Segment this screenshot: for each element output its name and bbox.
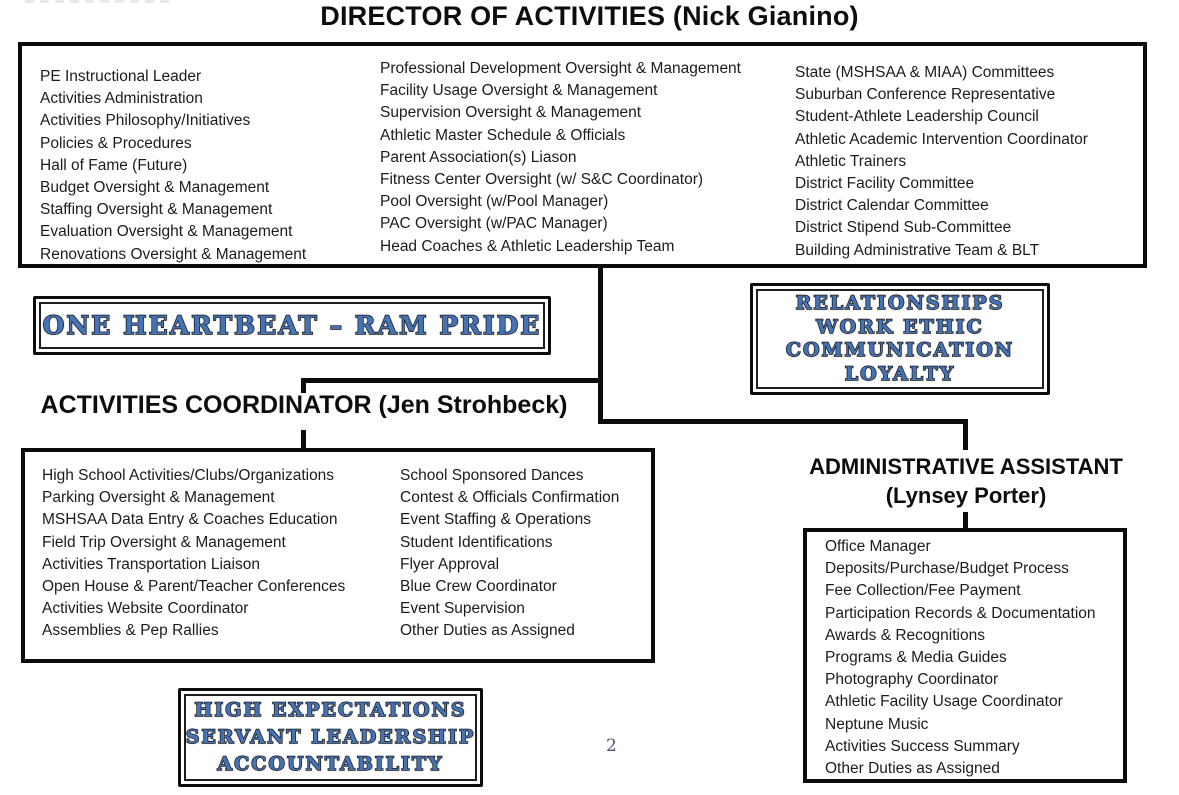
- pillars-banner: [178, 688, 483, 787]
- duty-line: Open House & Parent/Teacher Conferences: [42, 578, 346, 596]
- duty-line: Fee Collection/Fee Payment: [825, 582, 1021, 600]
- duty-line: Participation Records & Documentation: [825, 604, 1096, 622]
- duty-line: PE Instructional Leader: [40, 68, 202, 85]
- duty-line: MSHSAA Data Entry & Coaches Education: [42, 511, 338, 529]
- duty-line: Activities Transportation Liaison: [42, 555, 260, 573]
- duty-line: Flyer Approval: [400, 555, 500, 573]
- duty-line: Other Duties as Assigned: [825, 760, 1000, 778]
- pillars-banner-line: SERVANT LEADERSHIP: [185, 726, 476, 748]
- pillars-banner-line: HIGH EXPECTATIONS: [194, 699, 467, 721]
- duty-line: Office Manager: [825, 538, 931, 555]
- duty-line: Head Coaches & Athletic Leadership Team: [380, 237, 675, 255]
- duty-line: District Facility Committee: [795, 175, 975, 193]
- connector-assistant-stub-bottom: [963, 512, 968, 528]
- duty-line: Renovations Oversight & Management: [40, 245, 307, 263]
- duty-line: Staffing Oversight & Management: [40, 201, 273, 219]
- duty-line: Photography Coordinator: [825, 671, 999, 689]
- page-title: DIRECTOR OF ACTIVITIES (Nick Gianino): [320, 1, 859, 31]
- values-banner: [750, 283, 1050, 395]
- duty-line: Athletic Master Schedule & Officials: [380, 126, 626, 144]
- values-banner-inner: [756, 289, 1044, 389]
- coordinator-title: ACTIVITIES COORDINATOR (Jen Strohbeck): [40, 391, 568, 419]
- duty-line: Other Duties as Assigned: [400, 622, 575, 640]
- values-banner-line: LOYALTY: [844, 362, 956, 385]
- duty-line: Fitness Center Oversight (w/ S&C Coordinator): [380, 171, 704, 189]
- duty-line: Hall of Fame (Future): [40, 156, 188, 174]
- duty-line: Supervision Oversight & Management: [380, 104, 642, 122]
- duty-line: Field Trip Oversight & Management: [42, 533, 286, 551]
- duty-line: Activities Philosophy/Initiatives: [40, 112, 251, 130]
- duty-line: Pool Oversight (w/Pool Manager): [380, 193, 609, 211]
- assistant-title: [792, 452, 1140, 510]
- duty-line: Parking Oversight & Management: [42, 489, 275, 507]
- duty-line: Athletic Facility Usage Coordinator: [825, 693, 1063, 711]
- values-banner-line: WORK ETHIC: [816, 315, 984, 338]
- duty-line: Student-Athlete Leadership Council: [795, 108, 1039, 126]
- connector-coordinator-stub-bottom: [301, 430, 306, 448]
- connector-left-horizontal: [301, 378, 602, 383]
- duty-line: Athletic Academic Intervention Coordinator: [795, 130, 1088, 148]
- connector-trunk-vertical: [598, 266, 603, 424]
- duty-line: District Calendar Committee: [795, 197, 989, 215]
- assistant-title-line1: ADMINISTRATIVE ASSISTANT: [809, 454, 1123, 479]
- duty-line: Building Administrative Team & BLT: [795, 241, 1040, 259]
- duty-line: Blue Crew Coordinator: [400, 578, 557, 596]
- coordinator-duties-column-2: [400, 465, 619, 643]
- duty-line: Activities Website Coordinator: [42, 600, 249, 618]
- duty-line: Suburban Conference Representative: [795, 86, 1056, 104]
- motto-text: ONE HEARTBEAT – RAM PRIDE: [42, 311, 542, 340]
- duty-line: PAC Oversight (w/PAC Manager): [380, 215, 608, 233]
- pillars-banner-line: ACCOUNTABILITY: [217, 753, 444, 775]
- connector-assistant-stub-top: [963, 419, 968, 450]
- duty-line: Facility Usage Oversight & Management: [380, 82, 658, 100]
- duty-line: Professional Development Oversight & Management: [380, 60, 741, 77]
- duty-line: Assemblies & Pep Rallies: [42, 622, 219, 640]
- coordinator-duties-column-1: [42, 465, 345, 643]
- duty-line: Event Supervision: [400, 600, 525, 618]
- values-banner-line: COMMUNICATION: [785, 339, 1015, 361]
- duty-line: Deposits/Purchase/Budget Process: [825, 560, 1069, 578]
- duty-line: State (MSHSAA & MIAA) Committees: [795, 64, 1055, 81]
- duty-line: Evaluation Oversight & Management: [40, 223, 293, 241]
- duty-line: Student Identifications: [400, 533, 553, 551]
- page-number: 2: [606, 736, 617, 756]
- assistant-title-line2: (Lynsey Porter): [885, 483, 1047, 508]
- motto-banner-inner: [39, 302, 545, 349]
- duty-line: Programs & Media Guides: [825, 649, 1007, 667]
- duty-line: Parent Association(s) Liason: [380, 148, 577, 166]
- duty-line: Awards & Recognitions: [825, 626, 985, 644]
- duty-line: Policies & Procedures: [40, 134, 192, 152]
- duty-line: Budget Oversight & Management: [40, 179, 270, 197]
- motto-banner: [33, 296, 551, 355]
- duty-line: School Sponsored Dances: [400, 467, 584, 484]
- assistant-duties-column: [825, 536, 1096, 780]
- duty-line: Contest & Officials Confirmation: [400, 489, 620, 507]
- duty-line: Event Staffing & Operations: [400, 511, 591, 529]
- duty-line: Athletic Trainers: [795, 152, 907, 170]
- values-banner-line: RELATIONSHIPS: [795, 292, 1005, 314]
- pillars-banner-inner: [184, 694, 477, 781]
- duty-line: Activities Administration: [40, 90, 203, 108]
- duty-line: Activities Success Summary: [825, 737, 1020, 755]
- director-duties-column-2: [380, 58, 741, 258]
- duty-line: High School Activities/Clubs/Organizations: [42, 467, 335, 484]
- director-duties-column-3: [795, 62, 1088, 262]
- duty-line: Neptune Music: [825, 715, 929, 733]
- connector-right-horizontal: [598, 419, 968, 424]
- director-duties-column-1: [40, 66, 306, 266]
- duty-line: District Stipend Sub-Committee: [795, 219, 1012, 237]
